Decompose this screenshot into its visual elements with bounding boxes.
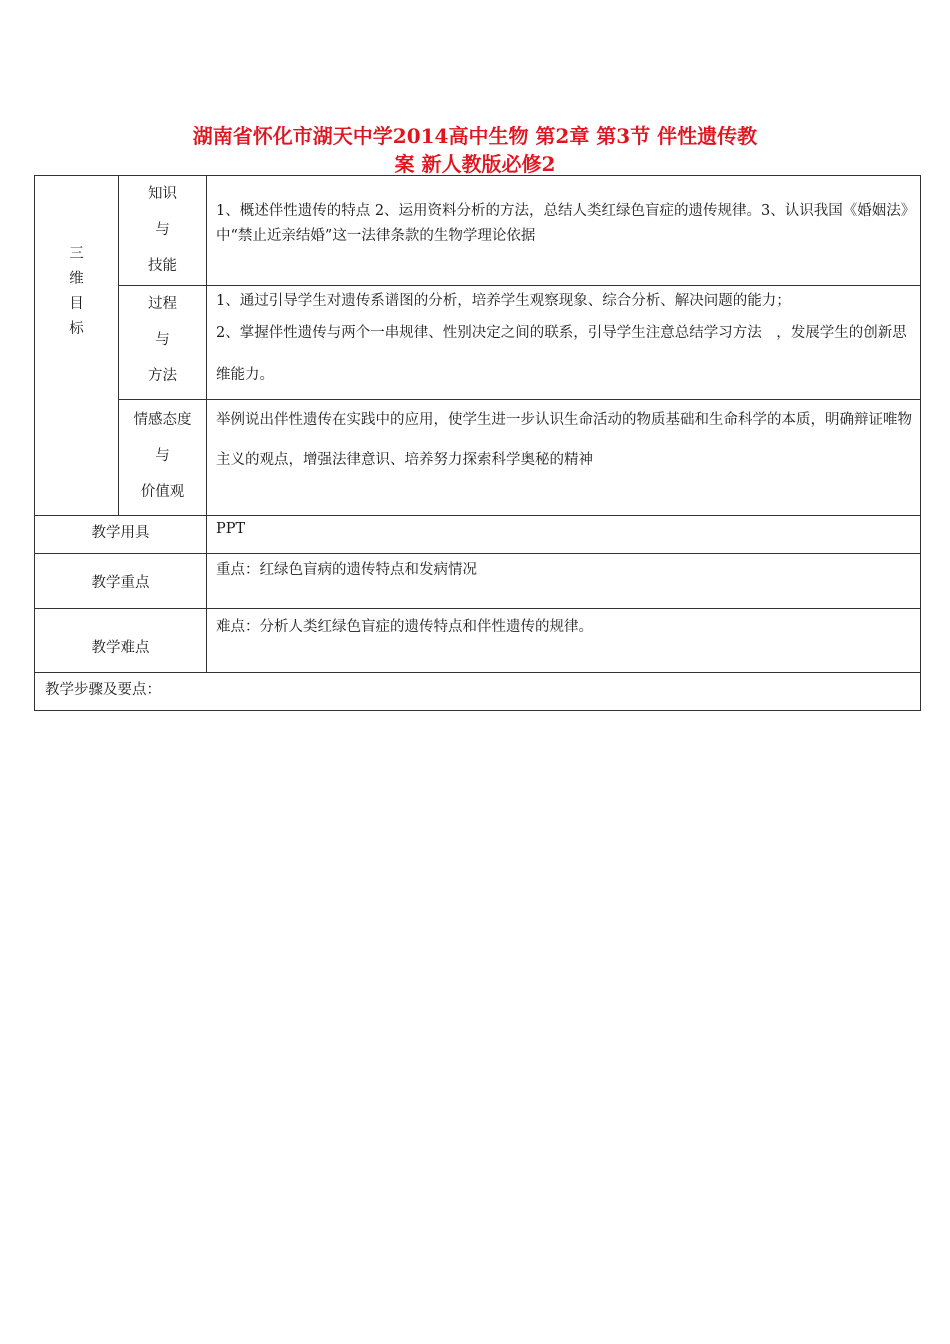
goal-row-knowledge — [35, 176, 921, 286]
difficult-points-value: 难点：分析人类红绿色盲症的遗传特点和伴性遗传的规律。 — [207, 609, 921, 673]
goal-label-emotion — [119, 400, 207, 516]
goal-content-text: 举例说出伴性遗传在实践中的应用，使学生进一步认识生命活动的物质基础和生命科学的本质，明确辩证唯物主义的观点，增强法律意识、培养努力探索科学奥秘的精神 — [216, 412, 912, 468]
key-points-value: 重点：红绿色盲病的遗传特点和发病情况 — [207, 554, 921, 609]
goal-content-emotion — [207, 400, 921, 516]
document-title-line-2: 案 新人教版必修2 — [394, 152, 556, 176]
goal-label-process — [119, 286, 207, 400]
key-points-label: 教学重点 — [35, 554, 207, 609]
goal-content-text: 1、通过引导学生对遗传系谱图的分析，培养学生观察现象、综合分析、解决问题的能力； — [216, 293, 791, 309]
goal-content-text: 1、概述伴性遗传的特点 2、运用资料分析的方法，总结人类红绿色盲症的遗传规律。3、认识我国《婚姻法》中“禁止近亲结婚”这一法律条款的生物学理论依据 — [216, 203, 909, 244]
sanwei-char: 目 — [69, 296, 84, 312]
document-title-line-1: 湖南省怀化市湖天中学2014高中生物 第2章 第3节 伴性遗传教 — [192, 124, 758, 148]
goal-label-text: 过程 — [148, 296, 177, 312]
three-dimension-goals-cell — [35, 176, 119, 516]
goal-label-text: 情感态度 — [133, 412, 192, 428]
tools-row — [35, 516, 921, 554]
goal-content-process — [207, 286, 921, 400]
goal-label-text: 与 — [155, 448, 170, 464]
goal-row-process — [35, 286, 921, 400]
goal-content-knowledge — [207, 176, 921, 286]
sanwei-char: 维 — [69, 271, 84, 287]
goal-label-text: 技能 — [148, 258, 177, 274]
tools-value: PPT — [207, 516, 921, 554]
goal-row-emotion — [35, 400, 921, 516]
sanwei-char: 标 — [69, 321, 84, 337]
goal-content-text: 2、掌握伴性遗传与两个一串规律、性别决定之间的联系，引导学生注意总结学习方法 ，发展学生的创新思维能力。 — [216, 325, 907, 383]
teaching-steps-label: 教学步骤及要点： — [35, 673, 921, 711]
lesson-plan-table — [34, 175, 921, 711]
difficult-points-row — [35, 609, 921, 673]
teaching-steps-row — [35, 673, 921, 711]
sanwei-char: 三 — [69, 246, 84, 262]
goal-label-text: 方法 — [148, 368, 177, 384]
goal-label-text: 与 — [155, 222, 170, 238]
key-points-row — [35, 554, 921, 609]
goal-label-text: 与 — [155, 332, 170, 348]
goal-label-knowledge — [119, 176, 207, 286]
difficult-points-label: 教学难点 — [35, 609, 207, 673]
goal-label-text: 价值观 — [140, 484, 185, 500]
tools-label: 教学用具 — [35, 516, 207, 554]
goal-label-text: 知识 — [148, 186, 177, 202]
